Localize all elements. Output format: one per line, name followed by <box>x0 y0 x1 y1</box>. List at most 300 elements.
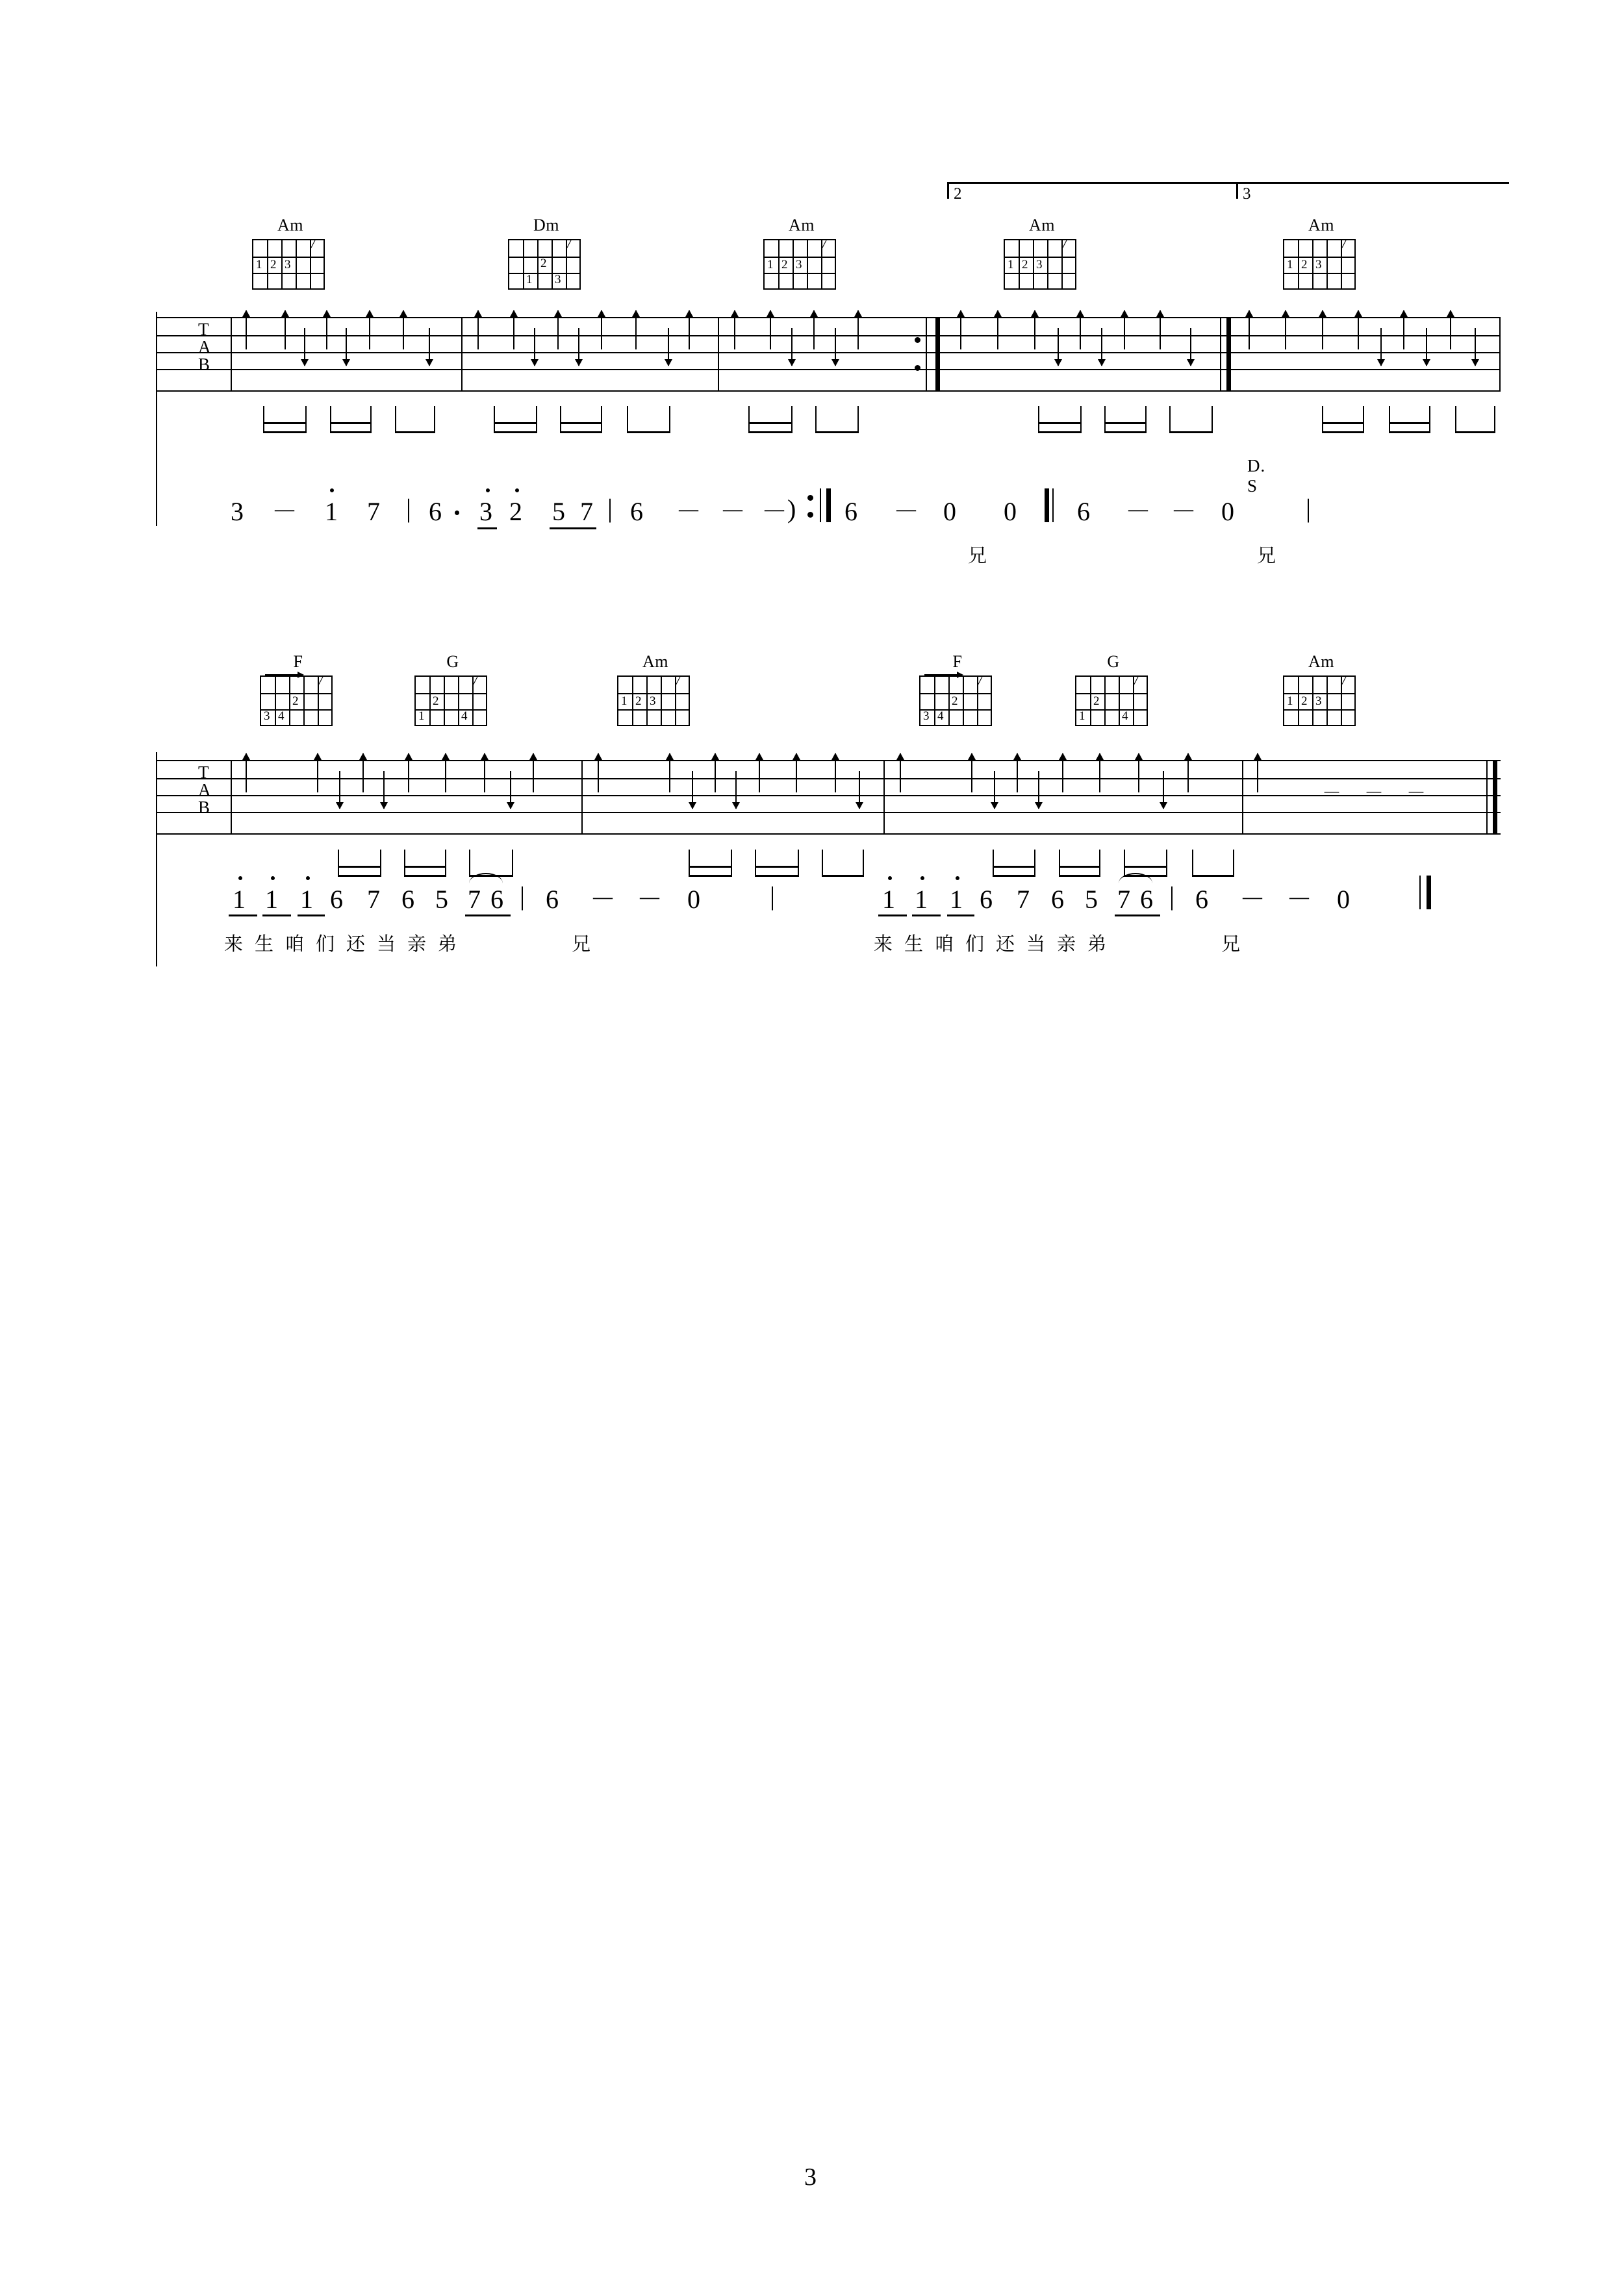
rhythm-beam <box>1169 431 1213 433</box>
rhythm-beam <box>1322 422 1364 424</box>
strum-down-arrow <box>578 328 579 366</box>
tab-staff-1 <box>156 317 1501 392</box>
rhythm-stem <box>445 850 446 877</box>
barline <box>231 760 232 835</box>
rhythm-beam <box>1038 422 1082 424</box>
rhythm-beam <box>815 431 859 433</box>
rhythm-stem <box>263 406 264 433</box>
chord-name: G <box>1107 652 1120 671</box>
rhythm-beam <box>1389 431 1430 433</box>
strum-up-arrow <box>900 753 901 792</box>
melody-note: 6 <box>630 497 643 526</box>
barline <box>718 317 719 392</box>
strum-up-arrow <box>246 310 247 349</box>
strum-up-arrow <box>403 310 404 349</box>
melody-note: 6 <box>330 885 343 914</box>
strum-down-arrow <box>994 771 995 809</box>
strum-down-arrow <box>1426 328 1427 366</box>
chord-fingers: 1 2 3 / <box>1287 236 1346 271</box>
rhythm-stem <box>755 850 756 877</box>
chord-fingers: 1 2 3 / <box>256 236 315 271</box>
eighth-underline <box>1115 915 1160 916</box>
melody-note: 6 <box>844 497 857 526</box>
barline-final <box>1499 317 1501 392</box>
tab-letter-t: T <box>198 763 209 782</box>
eighth-underline <box>262 915 291 916</box>
rhythm-beam <box>494 422 537 424</box>
strum-up-arrow <box>1187 753 1189 792</box>
rhythm-stem <box>822 850 823 877</box>
ending-tick-3 <box>1236 182 1238 199</box>
strum-up-arrow <box>513 310 514 349</box>
chord-diagram-am-3 <box>1004 216 1080 290</box>
melody-note: 1 <box>233 885 246 914</box>
tab-dash: － <box>1364 783 1384 804</box>
strum-up-arrow <box>1403 310 1404 349</box>
rhythm-stem <box>815 406 817 433</box>
strum-up-arrow <box>669 753 670 792</box>
eighth-underline <box>298 915 325 916</box>
ending-bracket-2 <box>947 182 1236 184</box>
strum-up-arrow <box>326 310 327 349</box>
melody-dash: － <box>590 885 616 914</box>
rhythm-beam <box>755 866 799 868</box>
strum-up-arrow <box>1099 753 1100 792</box>
chord-fingers: 1 2 3 / <box>1008 236 1067 271</box>
rhythm-stem <box>1494 406 1495 433</box>
strum-down-arrow <box>1058 328 1059 366</box>
rhythm-stem <box>1034 850 1035 877</box>
rhythm-beam <box>689 866 732 868</box>
strum-up-arrow <box>1257 753 1258 792</box>
strum-up-arrow <box>369 310 370 349</box>
lyric-char-end-right: 兄 <box>1221 933 1241 955</box>
repeat-dot <box>915 365 920 371</box>
melody-dash: － <box>720 497 746 526</box>
chord-fingers: 3 4 2 / <box>923 673 982 723</box>
dotted-note-dot <box>455 511 459 515</box>
melody-note: 5 <box>435 885 448 914</box>
strum-up-arrow <box>971 753 972 792</box>
rhythm-stem <box>1038 406 1039 433</box>
rhythm-stem <box>330 406 331 433</box>
strum-up-arrow <box>1160 310 1161 349</box>
rhythm-stem <box>338 850 339 877</box>
melody-note: 6 <box>980 885 993 914</box>
melody-dash: － <box>1171 497 1197 526</box>
rhythm-beam <box>1059 866 1100 868</box>
rhythm-stem <box>689 850 690 877</box>
strum-down-arrow <box>1190 328 1191 366</box>
rhythm-beam <box>627 431 670 433</box>
strum-down-arrow <box>1380 328 1382 366</box>
tab-letter-b: B <box>198 355 210 374</box>
eighth-underline <box>465 915 511 916</box>
strum-down-arrow <box>1475 328 1476 366</box>
strum-up-arrow <box>960 310 961 349</box>
strum-down-arrow <box>835 328 836 366</box>
chord-name: Am <box>789 216 815 234</box>
rhythm-stem <box>1363 406 1364 433</box>
barline <box>461 317 463 392</box>
chord-name: Am <box>642 652 668 671</box>
measure-bar: | <box>1169 881 1175 911</box>
rhythm-stem <box>469 850 470 877</box>
chord-name: Am <box>1308 652 1334 671</box>
melody-repeat-thick <box>826 488 831 522</box>
rhythm-beam <box>1104 431 1147 433</box>
strum-up-arrow <box>1358 310 1359 349</box>
eighth-underline <box>477 527 497 529</box>
measure-bar: | <box>406 494 412 523</box>
rhythm-beam <box>748 431 793 433</box>
strum-up-arrow <box>857 310 859 349</box>
measure-bar: | <box>1306 494 1312 523</box>
tab-letter-b: B <box>198 798 210 817</box>
rhythm-stem <box>1233 850 1234 877</box>
rhythm-stem <box>798 850 799 877</box>
strum-down-arrow <box>510 771 511 809</box>
rhythm-beam <box>330 431 372 433</box>
tab-staff-2 <box>156 760 1501 835</box>
barline <box>581 760 583 835</box>
melody-note: 5 <box>1085 885 1098 914</box>
melody-note: 1 <box>265 885 278 914</box>
strum-up-arrow <box>835 753 836 792</box>
rhythm-beam <box>494 431 537 433</box>
melody-dash: － <box>637 885 663 914</box>
barre-arrow-icon <box>265 672 304 678</box>
eighth-underline <box>229 915 257 916</box>
tab-letter-a: A <box>198 780 211 800</box>
ending-number-3: 3 <box>1243 185 1251 203</box>
strum-up-arrow <box>408 753 409 792</box>
rhythm-beam <box>338 866 381 868</box>
rhythm-stem <box>512 850 513 877</box>
rhythm-stem <box>1389 406 1390 433</box>
melody-final-thick <box>1427 876 1431 909</box>
strum-down-arrow <box>1101 328 1102 366</box>
melody-dash: － <box>1239 885 1265 914</box>
lyric-char: 兄 <box>1257 544 1276 566</box>
chord-diagram-f-2 <box>919 652 996 726</box>
rhythm-stem <box>1322 406 1323 433</box>
rhythm-beam <box>1124 866 1167 868</box>
melody-barline-thick <box>1045 488 1049 522</box>
lyrics-left: 来生咱们还当亲弟 <box>224 933 469 955</box>
melody-rest: 0 <box>1221 497 1234 526</box>
melody-note: 3 <box>479 497 492 526</box>
strum-down-arrow <box>1038 771 1039 809</box>
strum-down-arrow <box>859 771 860 809</box>
strum-down-arrow <box>791 328 793 366</box>
melody-rest: 0 <box>943 497 956 526</box>
melody-rest: 0 <box>1337 885 1350 914</box>
melody-note: 7 <box>1017 885 1030 914</box>
rhythm-stem <box>1124 850 1125 877</box>
lyric-char-end-left: 兄 <box>572 933 591 955</box>
rhythm-stem <box>395 406 396 433</box>
barline <box>926 317 927 392</box>
rhythm-beam <box>263 431 307 433</box>
melody-dash: － <box>1286 885 1312 914</box>
melody-note: 6 <box>401 885 414 914</box>
strum-up-arrow <box>484 753 485 792</box>
rhythm-stem <box>1059 850 1060 877</box>
rhythm-beam <box>748 422 793 424</box>
rhythm-stem <box>1099 850 1100 877</box>
strum-down-arrow <box>668 328 669 366</box>
rhythm-beam <box>330 422 372 424</box>
measure-bar: | <box>520 881 526 911</box>
tab-dash: － <box>1322 783 1341 804</box>
melody-dash: － <box>676 497 702 526</box>
rhythm-stem <box>1212 406 1213 433</box>
rhythm-beam <box>1104 422 1147 424</box>
strum-up-arrow <box>1322 310 1323 349</box>
rhythm-stem <box>404 850 405 877</box>
rhythm-beam <box>689 875 732 877</box>
rhythm-beam <box>404 866 446 868</box>
strum-up-arrow <box>598 753 599 792</box>
melody-note: 1 <box>882 885 895 914</box>
melody-note: 6 <box>1195 885 1208 914</box>
rhythm-stem <box>863 850 864 877</box>
strum-down-arrow <box>692 771 693 809</box>
strum-up-arrow <box>362 753 364 792</box>
melody-note: 6 <box>546 885 559 914</box>
rhythm-stem <box>627 406 628 433</box>
strum-up-arrow <box>1124 310 1125 349</box>
final-barline-thin <box>1486 760 1488 835</box>
repeat-barline-end <box>935 317 940 392</box>
strum-up-arrow <box>734 310 735 349</box>
melody-note: 1 <box>915 885 928 914</box>
strum-up-arrow <box>796 753 797 792</box>
chord-diagram-am-1 <box>252 216 329 290</box>
octave-dot-high <box>515 488 519 492</box>
rhythm-stem <box>669 406 670 433</box>
melody-dash: － <box>272 497 298 526</box>
strum-down-arrow <box>429 328 430 366</box>
rhythm-beam <box>395 431 435 433</box>
rhythm-stem <box>536 406 537 433</box>
rhythm-stem <box>370 406 372 433</box>
rhythm-stem <box>560 406 561 433</box>
strum-up-arrow <box>813 310 815 349</box>
measure-bar: | <box>607 494 613 523</box>
strum-down-arrow <box>735 771 737 809</box>
strum-up-arrow <box>1080 310 1081 349</box>
barre-arrow-icon <box>924 672 963 678</box>
final-barline-thick <box>1493 760 1497 835</box>
rhythm-stem <box>380 850 381 877</box>
strum-down-arrow <box>534 328 535 366</box>
chord-diagram-am-4 <box>1283 216 1360 290</box>
rhythm-stem <box>601 406 602 433</box>
melody-numbers-1 <box>156 497 265 578</box>
melody-note: 7 <box>580 497 593 526</box>
strum-down-arrow <box>346 328 347 366</box>
rhythm-beam <box>560 431 602 433</box>
barline <box>1220 317 1221 392</box>
rhythm-stem <box>791 406 793 433</box>
rhythm-stem <box>305 406 307 433</box>
tab-dash-1: － <box>880 343 900 364</box>
rhythm-beam <box>560 422 602 424</box>
rhythm-beam <box>404 875 446 877</box>
rhythm-stem <box>1145 406 1147 433</box>
strum-up-arrow <box>1450 310 1451 349</box>
page-number: 3 <box>804 2164 817 2191</box>
strum-up-arrow <box>246 753 247 792</box>
barline <box>1242 760 1243 835</box>
rhythm-stem <box>434 406 435 433</box>
melody-rest: 0 <box>687 885 700 914</box>
rhythm-beam <box>755 875 799 877</box>
strum-up-arrow <box>689 310 690 349</box>
strum-down-arrow <box>1163 771 1164 809</box>
rhythm-beam <box>263 422 307 424</box>
chord-fingers: 2 1 3 / <box>526 236 571 286</box>
rhythm-stem <box>731 850 732 877</box>
rhythm-beam <box>1038 431 1082 433</box>
barline <box>883 760 885 835</box>
melody-repeat-dot <box>807 495 813 501</box>
melody-note: 2 <box>509 497 522 526</box>
strum-up-arrow <box>317 753 318 792</box>
strum-down-arrow <box>383 771 385 809</box>
melody-note: 5 <box>552 497 565 526</box>
chord-diagram-f-1 <box>260 652 336 726</box>
chord-name: F <box>293 652 303 671</box>
chord-fingers: 2 1 4 / <box>418 673 477 723</box>
strum-up-arrow <box>635 310 637 349</box>
octave-dot-high <box>330 488 334 492</box>
ds-marking: D. S <box>1247 456 1266 496</box>
chord-fingers: 1 2 3 / <box>767 236 826 271</box>
strum-up-arrow <box>1249 310 1250 349</box>
chord-name: Am <box>277 216 303 234</box>
chord-diagram-am-5 <box>617 652 694 726</box>
rhythm-stem <box>494 406 495 433</box>
melody-note: 6 <box>429 497 442 526</box>
strum-up-arrow <box>770 310 771 349</box>
chord-fingers: 2 1 4 / <box>1079 673 1138 723</box>
chord-name: Dm <box>533 216 559 234</box>
repeat-dot <box>915 337 920 343</box>
chord-diagram-dm <box>508 216 585 290</box>
ending-number-2: 2 <box>954 185 962 203</box>
chord-fingers: 1 2 3 / <box>1287 673 1346 708</box>
chord-name: G <box>446 652 459 671</box>
rhythm-stem <box>1166 850 1167 877</box>
rhythm-beam <box>1455 431 1495 433</box>
strum-up-arrow <box>557 310 559 349</box>
chord-diagram-g-2 <box>1075 652 1152 726</box>
melody-note: 7 <box>367 497 380 526</box>
chord-diagram-am-2 <box>763 216 840 290</box>
melody-final-thin <box>1419 876 1421 909</box>
tab-letter-a: A <box>198 337 211 357</box>
rhythm-beam <box>822 875 864 877</box>
strum-up-arrow <box>997 310 998 349</box>
chord-diagram-am-6 <box>1283 652 1360 726</box>
rhythm-beam <box>1192 875 1234 877</box>
strum-up-arrow <box>533 753 534 792</box>
chord-name: Am <box>1029 216 1055 234</box>
strum-down-arrow <box>304 328 305 366</box>
melody-barline-thin <box>1052 488 1054 522</box>
barline <box>231 317 232 392</box>
melody-note: 6 <box>1051 885 1064 914</box>
melody-repeat-dot <box>807 512 813 518</box>
eighth-underline <box>878 915 907 916</box>
rhythm-stem <box>993 850 994 877</box>
strum-up-arrow <box>1062 753 1063 792</box>
strum-up-arrow <box>601 310 602 349</box>
melody-note: 7 <box>468 885 481 914</box>
rhythm-stem <box>1080 406 1082 433</box>
melody-rest: 0 <box>1004 497 1017 526</box>
strum-up-arrow <box>1138 753 1139 792</box>
chord-name: F <box>952 652 963 671</box>
tab-letter-t: T <box>198 320 209 339</box>
melody-dash: － <box>761 497 787 526</box>
ending-bracket-3 <box>1236 182 1509 184</box>
octave-dot-high <box>271 876 275 880</box>
melody-note: 3 <box>231 497 244 526</box>
ending-tick-2 <box>947 182 949 199</box>
strum-up-arrow <box>477 310 479 349</box>
octave-dot-high <box>306 876 310 880</box>
rhythm-beam <box>993 866 1035 868</box>
lyric-char: 兄 <box>968 544 987 566</box>
melody-note: 7 <box>367 885 380 914</box>
melody-dash: － <box>893 497 919 526</box>
rhythm-stem <box>1104 406 1106 433</box>
chord-fingers: 1 2 3 / <box>621 673 680 708</box>
repeat-barline <box>1226 317 1231 392</box>
melody-note: 1 <box>300 885 313 914</box>
chord-diagram-g-1 <box>414 652 491 726</box>
strum-up-arrow <box>715 753 716 792</box>
rhythm-beam <box>1389 422 1430 424</box>
octave-dot-high <box>888 876 892 880</box>
chord-fingers: 3 4 2 / <box>264 673 323 723</box>
eighth-underline <box>947 915 974 916</box>
measure-bar: | <box>770 881 776 911</box>
lyrics-right: 来生咱们还当亲弟 <box>874 933 1119 955</box>
octave-dot-high <box>956 876 959 880</box>
strum-up-arrow <box>285 310 286 349</box>
melody-note: 6 <box>490 885 503 914</box>
rhythm-stem <box>857 406 859 433</box>
melody-note: 1 <box>950 885 963 914</box>
strum-up-arrow <box>1017 753 1018 792</box>
phrase-close-paren: ) <box>787 494 796 524</box>
melody-note: 1 <box>325 497 338 526</box>
chord-name: Am <box>1308 216 1334 234</box>
eighth-underline <box>550 527 596 529</box>
octave-dot-high <box>920 876 924 880</box>
rhythm-stem <box>1169 406 1171 433</box>
melody-dash: － <box>1125 497 1151 526</box>
strum-up-arrow <box>1034 310 1035 349</box>
rhythm-beam <box>1059 875 1100 877</box>
melody-note: 6 <box>1077 497 1090 526</box>
rhythm-stem <box>748 406 750 433</box>
